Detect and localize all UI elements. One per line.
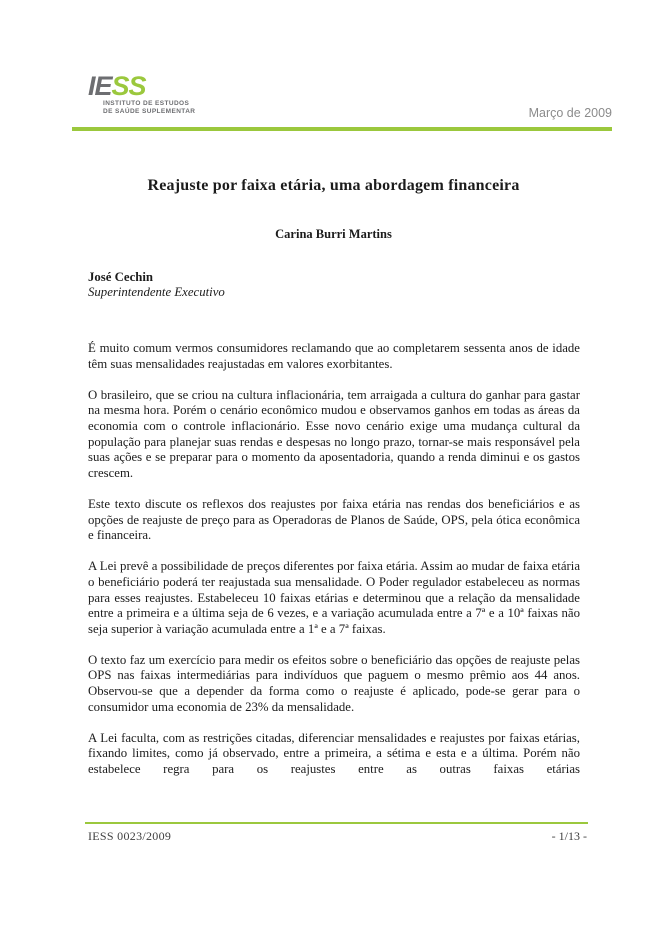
- paragraph-2: O brasileiro, que se criou na cultura inflacionária, tem arraigada a cultura do ganhar para gastar na mesma hora. Porém o cenário econômico mudou e observamos ganhos em todas as áreas da economia com o controle inflacionário. Esse novo cenário exige uma mudança cultural da população para planejar suas rendas e despesas no longo prazo, tornar-se mais responsável pela suas ações e se preparar para o momento da aposentadoria, quando a renda diminui e os gastos crescem.: [88, 387, 580, 480]
- logo-tagline-line2: DE SAÚDE SUPLEMENTAR: [103, 108, 196, 115]
- iess-logo-wordmark: [88, 71, 195, 101]
- paragraph-6: A Lei faculta, com as restrições citadas, diferenciar mensalidades e reajustes por faixas etárias, fixando limites, como já observado, entre a primeira, a sétima e esta e a última. Porém não estabelece regra para os reajustes entre as outras faixas etárias: [88, 730, 580, 777]
- paragraph-4: A Lei prevê a possibilidade de preços diferentes por faixa etária. Assim ao mudar de faixa etária o beneficiário poderá ter reajustada sua mensalidade. O Poder regulador estabeleceu as normas para esses reajustes. Estabeleceu 10 faixas etárias e determinou que a relação da mensalidade entre a primeira e a última seja de 6 vezes, e a variação acumulada entre a 7ª e a 10ª faixas não seja superior à variação acumulada entre a 1ª e a 7ª faixas.: [88, 559, 580, 636]
- iess-logo: [88, 71, 196, 116]
- byline-role: Superintendente Executivo: [88, 285, 225, 299]
- header-date: Março de 2009: [528, 106, 612, 120]
- document-body: [88, 341, 580, 778]
- paragraph-1: É muito comum vermos consumidores reclamando que ao completarem sessenta anos de idade têm suas mensalidades reajustadas em valores exorbitantes.: [88, 341, 580, 371]
- logo-tagline-line1: INSTITUTO DE ESTUDOS: [103, 100, 190, 107]
- author-name: Carina Burri Martins: [275, 227, 392, 241]
- logo-tagline: [103, 100, 195, 116]
- page-title: Reajuste por faixa etária, uma abordagem financeira: [147, 177, 520, 194]
- logo-text-green: SS: [111, 71, 146, 101]
- paragraph-5: O texto faz um exercício para medir os efeitos sobre o beneficiário das opções de reajuste pelas OPS nas faixas intermediárias para indivíduos que paguem o mesmo prêmio aos 44 anos. Observou-se que a depender da forma como o reajuste é aplicado, pode-se gerar para o consumidor uma economia de 23% da mensalidade.: [88, 652, 580, 714]
- byline: [88, 270, 225, 300]
- footer-page-indicator: - 1/13 -: [551, 829, 587, 843]
- byline-name: José Cechin: [88, 270, 154, 284]
- logo-text-gray: IE: [88, 71, 112, 101]
- paragraph-3: Este texto discute os reflexos dos reajustes por faixa etária nas rendas dos beneficiários e as opções de reajuste de preço para as Operadoras de Planos de Saúde, OPS, pela ótica econômica e financeira.: [88, 496, 580, 543]
- footer-doc-number: IESS 0023/2009: [88, 829, 172, 843]
- footer-divider: [85, 822, 588, 824]
- header-divider: [72, 127, 612, 131]
